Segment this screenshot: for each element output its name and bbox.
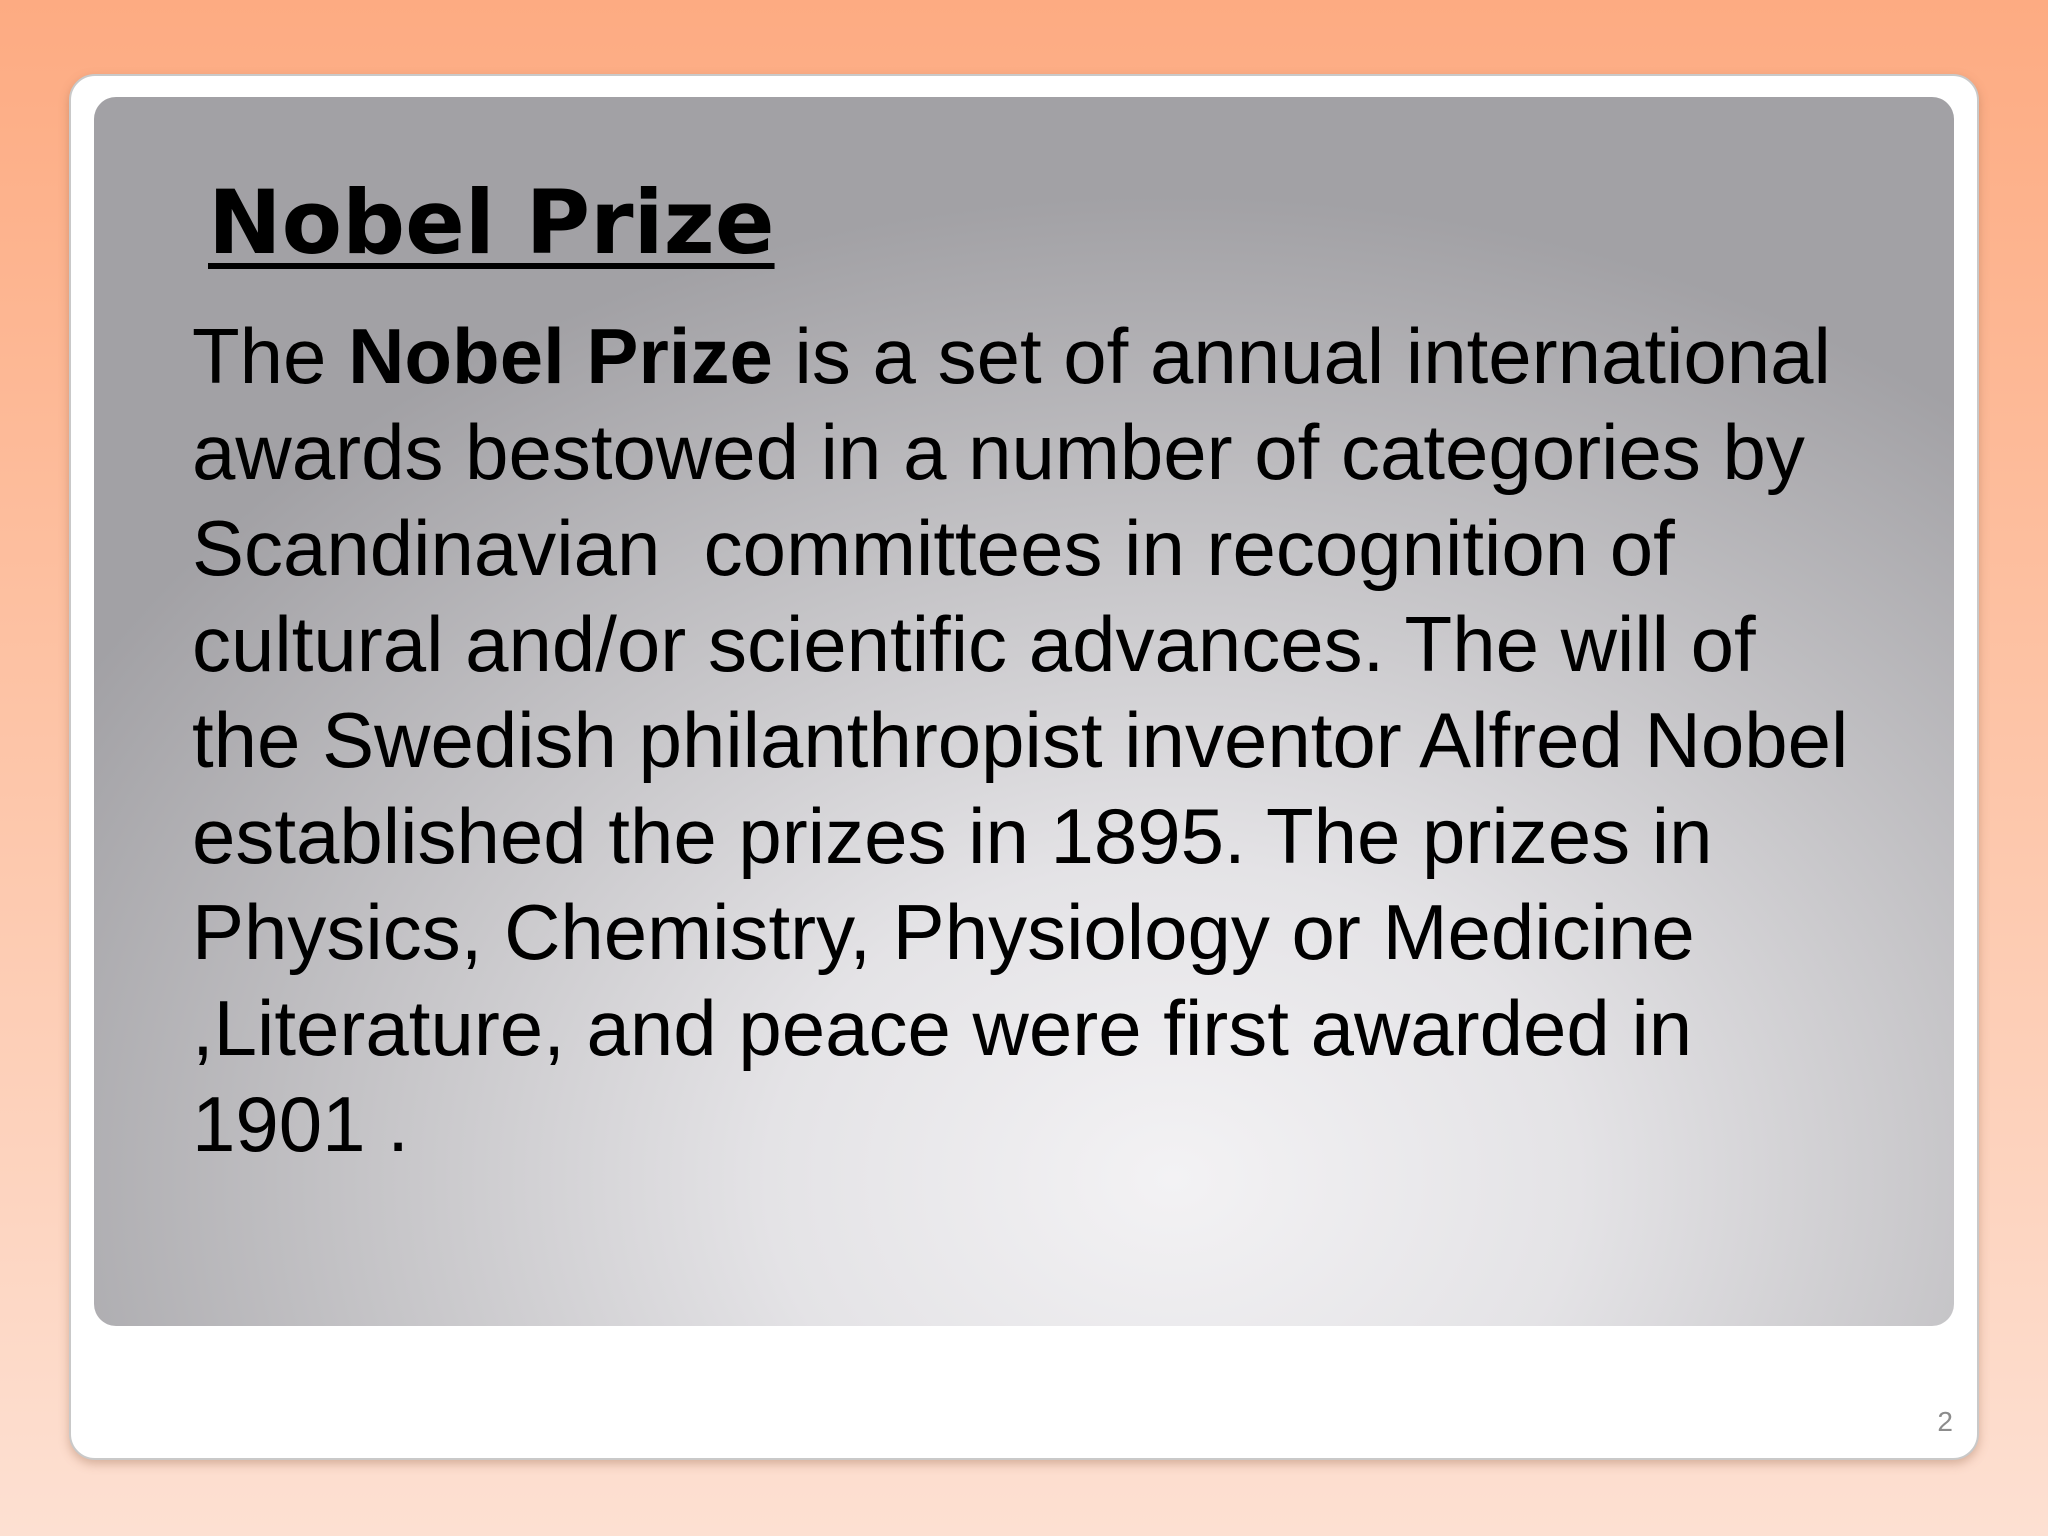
body-line: Physics, Chemistry, Physiology or Medicine [192, 888, 1695, 976]
body-text-segment: The [192, 312, 349, 400]
body-line: Scandinavian committees in recognition of [192, 504, 1675, 592]
body-line: cultural and/or scientific advances. The will of [192, 600, 1756, 688]
body-bold-term: Nobel Prize [348, 312, 773, 400]
body-line: 1901 . [192, 1080, 409, 1168]
body-line: the Swedish philanthropist inventor Alfred Nobel [192, 696, 1849, 784]
slide-body [192, 308, 1902, 1172]
page-number: 2 [1937, 1406, 1953, 1437]
body-line: ,Literature, and peace were first awarded in [192, 984, 1693, 1072]
body-line [192, 308, 1902, 404]
slide-title: Nobel Prize [208, 171, 775, 274]
body-text-segment: is a set of annual international [772, 312, 1831, 400]
body-line: established the prizes in 1895. The prizes in [192, 792, 1713, 880]
body-line: awards bestowed in a number of categories by [192, 408, 1805, 496]
